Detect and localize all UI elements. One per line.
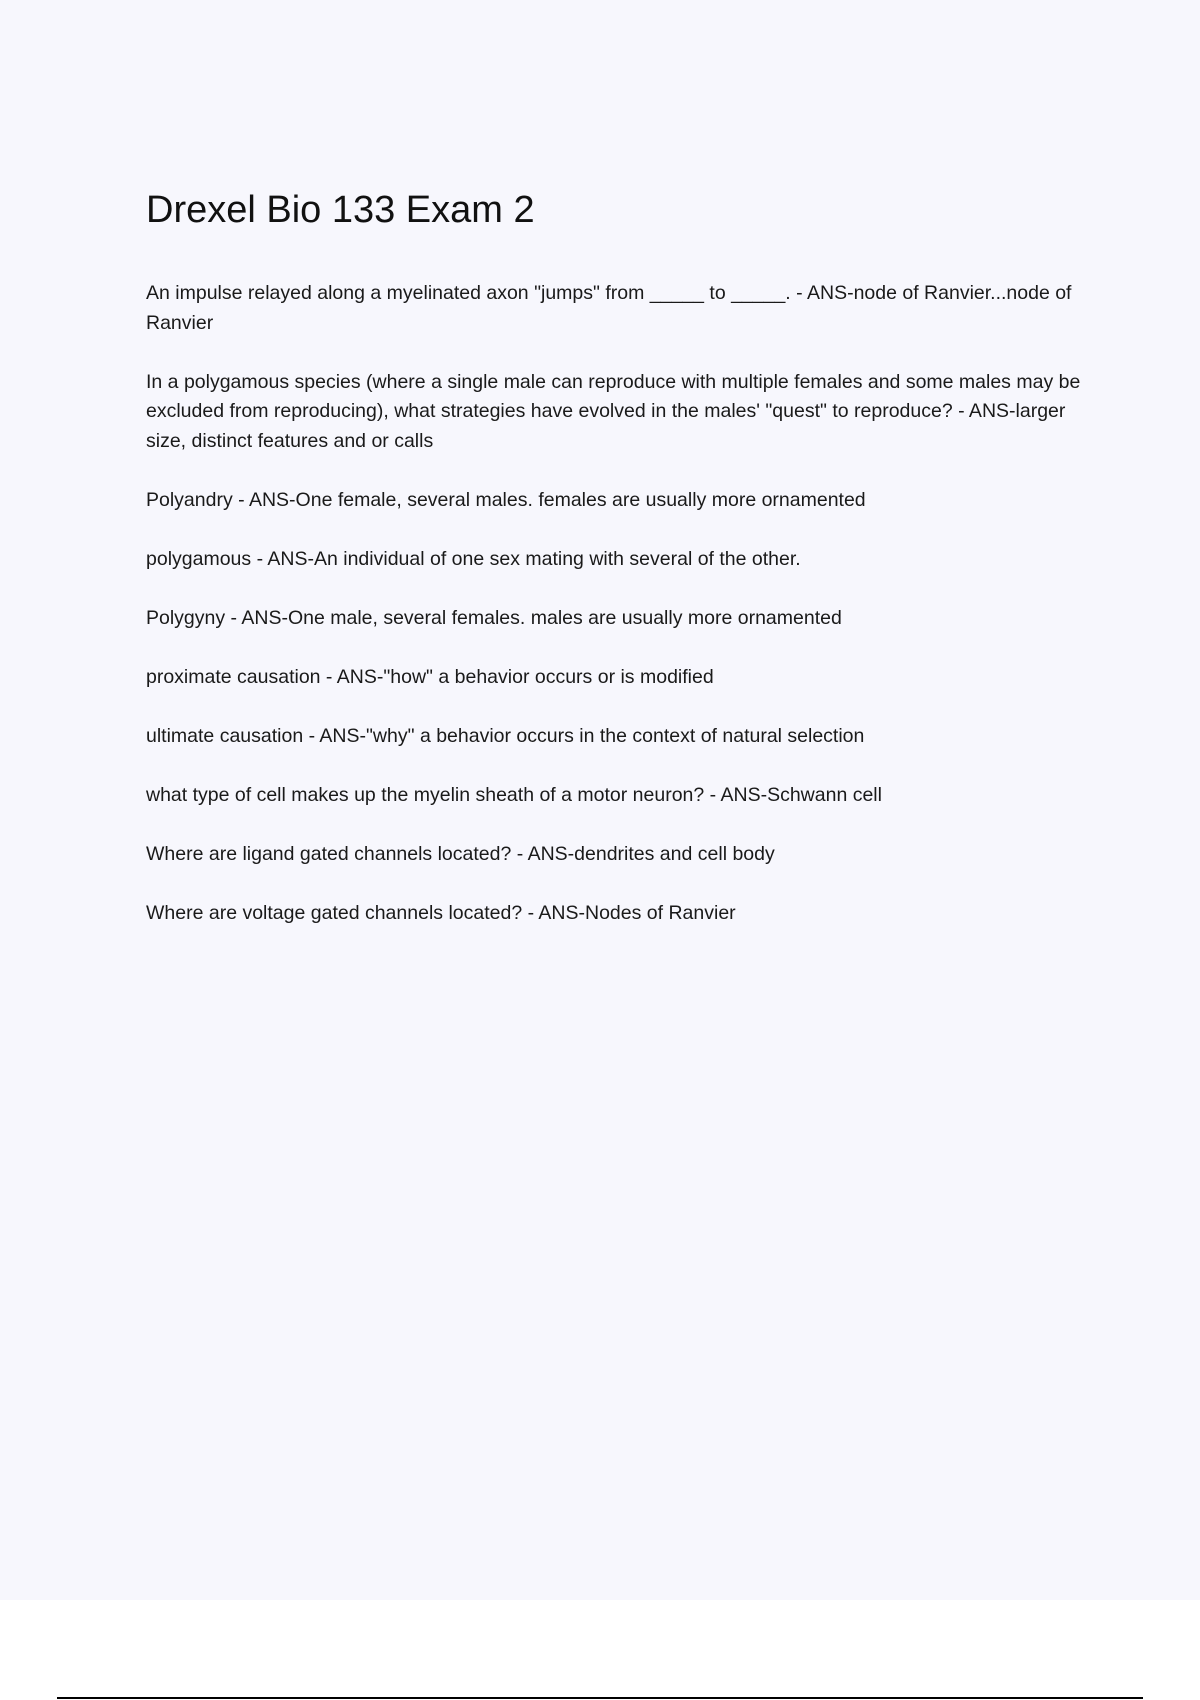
qa-list bbox=[146, 279, 1106, 928]
qa-item: Polygyny - ANS-One male, several females. males are usually more ornamented bbox=[146, 606, 842, 629]
qa-item: Where are ligand gated channels located? - ANS-dendrites and cell body bbox=[146, 842, 775, 865]
qa-item: ultimate causation - ANS-"why" a behavior occurs in the context of natural selection bbox=[146, 724, 865, 747]
qa-item: polygamous - ANS-An individual of one sex mating with several of the other. bbox=[146, 547, 801, 570]
qa-item: In a polygamous species (where a single male can reproduce with multiple females and some males may be excluded from reproducing), what strategies have evolved in the males' "quest" to reproduce? - ANS-larger size, distinct features and or calls bbox=[146, 370, 1081, 452]
qa-item: Polyandry - ANS-One female, several males. females are usually more ornamented bbox=[146, 488, 866, 511]
qa-item: what type of cell makes up the myelin sheath of a motor neuron? - ANS-Schwann cell bbox=[146, 783, 882, 806]
qa-item: proximate causation - ANS-"how" a behavior occurs or is modified bbox=[146, 665, 714, 688]
qa-item: An impulse relayed along a myelinated axon "jumps" from _____ to _____. - ANS-node of Ranvier...node of Ranvier bbox=[146, 282, 1072, 334]
qa-item: Where are voltage gated channels located? - ANS-Nodes of Ranvier bbox=[146, 901, 736, 924]
page-content bbox=[146, 187, 1106, 958]
page-title: Drexel Bio 133 Exam 2 bbox=[146, 189, 535, 231]
footer-divider bbox=[57, 1697, 1143, 1699]
